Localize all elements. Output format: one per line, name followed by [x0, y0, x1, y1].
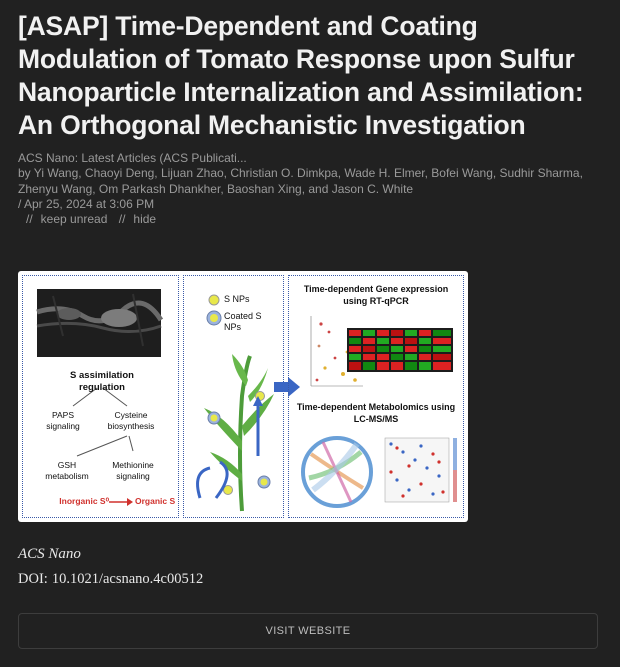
- separator: //: [118, 212, 126, 226]
- legend-s-nps: S NPs: [224, 294, 250, 304]
- article-actions: [24, 212, 156, 226]
- organic-s-label: Organic S: [135, 496, 176, 506]
- legend-coated-s-nps: Coated S NPs: [224, 311, 262, 332]
- journal-name: ACS Nano: [18, 546, 81, 562]
- doi-line: [18, 571, 203, 588]
- metabolomics-title: Time-dependent Metabolomics using LC-MS/MS: [296, 402, 456, 424]
- gsh-node: GSH metabolism: [45, 460, 89, 481]
- doi-label: DOI:: [18, 571, 48, 587]
- graphical-abstract[interactable]: [18, 271, 468, 522]
- paps-node: PAPS signaling: [46, 410, 80, 431]
- separator: //: [26, 212, 33, 226]
- methionine-node: Methionine signaling: [112, 460, 154, 481]
- keep-unread-link[interactable]: keep unread: [40, 212, 108, 226]
- gene-expression-title: Time-dependent Gene expression using RT-qPCR: [303, 284, 449, 306]
- doi-value: 10.1021/acsnano.4c00512: [51, 571, 204, 587]
- inorganic-s-label: Inorganic S⁰: [59, 496, 109, 506]
- plant-panel: [183, 275, 284, 518]
- feed-source[interactable]: ACS Nano: Latest Articles (ACS Publicati...: [18, 151, 247, 165]
- article-date: / Apr 25, 2024 at 3:06 PM: [18, 197, 155, 211]
- omics-figures: [289, 276, 463, 516]
- omics-panel: [288, 275, 464, 518]
- article-authors: by Yi Wang, Chaoyi Deng, Lijuan Zhao, Christian O. Dimkpa, Wade H. Elmer, Bofei Wang, Sudhir Sharma, Zhenyu Wang, Om Parkash Dhankher, Baoshan Xing, and Jason C. White: [18, 166, 583, 196]
- assimilation-heading: S assimilation regulation: [70, 370, 134, 393]
- article-title[interactable]: [ASAP] Time-Dependent and Coating Modulation of Tomato Response upon Sulfur Nanoparticle Internalization and Assimilation: An Orthogonal Mechanistic Investigation: [18, 11, 584, 140]
- cysteine-node: Cysteine biosynthesis: [107, 410, 155, 431]
- visit-website-button[interactable]: VISIT WEBSITE: [18, 613, 598, 649]
- assimilation-panel: [22, 275, 179, 518]
- hide-link[interactable]: hide: [133, 212, 157, 226]
